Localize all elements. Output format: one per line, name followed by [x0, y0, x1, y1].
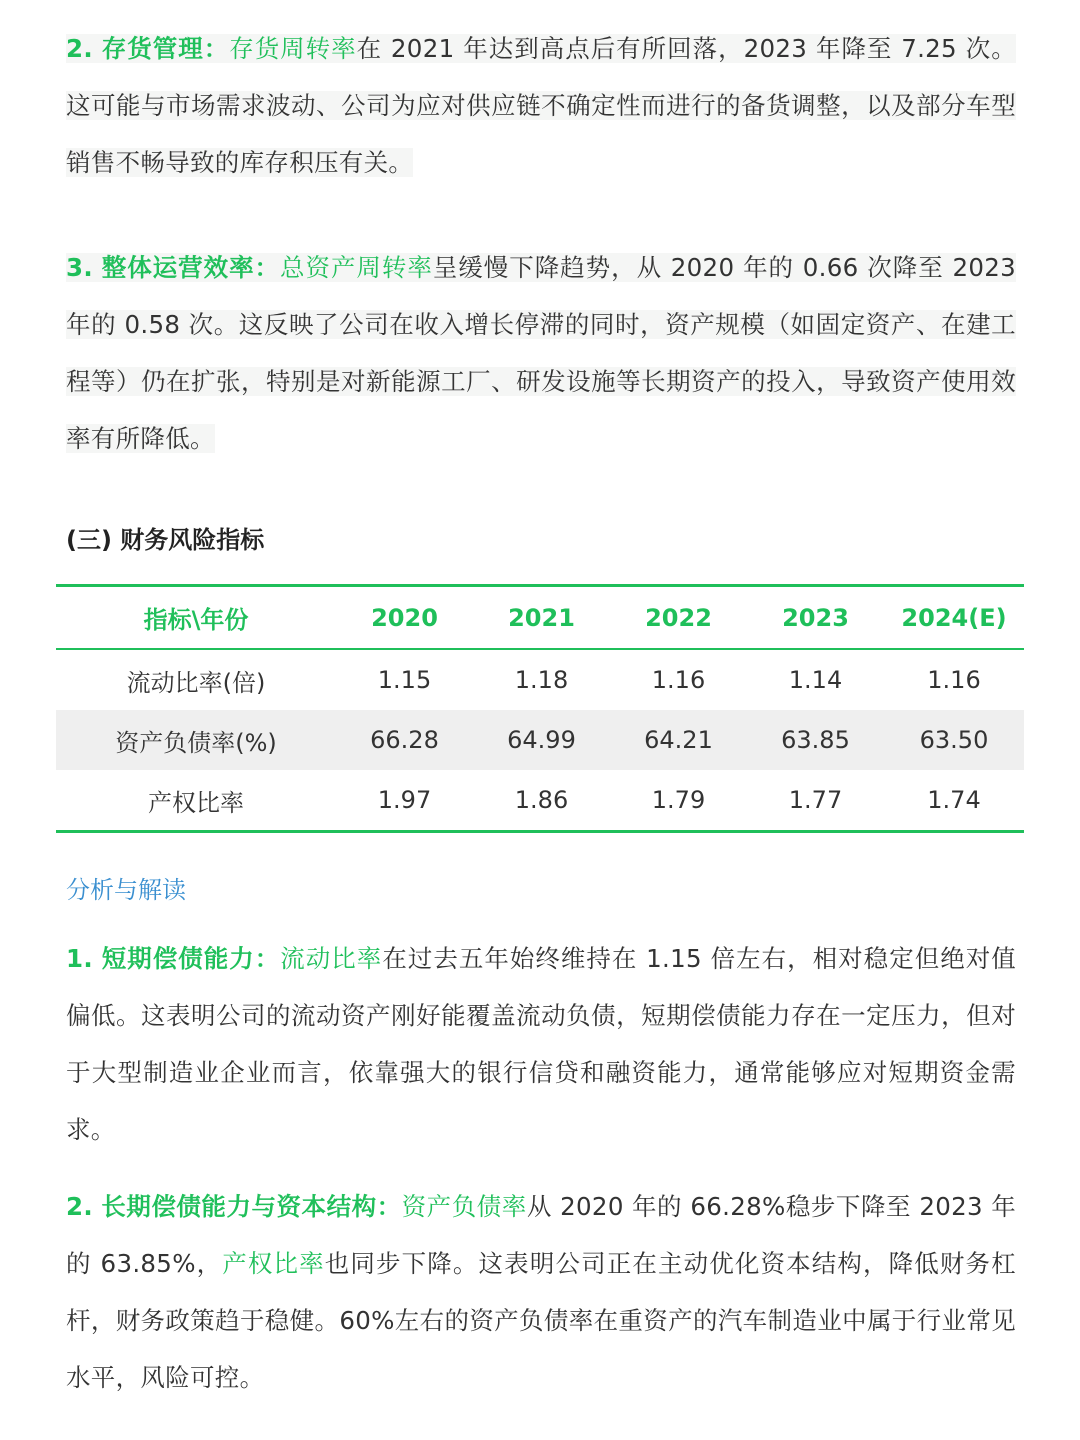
column-header: 2020	[336, 586, 473, 650]
item-number: 1.	[66, 944, 93, 973]
table-cell: 1.97	[336, 770, 473, 832]
metric-name: 流动比率	[280, 944, 383, 973]
table-cell: 1.79	[610, 770, 747, 832]
column-header: 指标\年份	[56, 586, 336, 650]
column-header: 2023	[747, 586, 884, 650]
table-row	[56, 710, 1024, 770]
item-label: 短期偿债能力：	[101, 944, 281, 973]
row-label: 流动比率(倍)	[126, 668, 266, 697]
paragraph-text: 从 2020 年的 66.28%稳步下降至 2023 年的 63.85%，	[66, 1192, 1016, 1278]
table-header-row	[56, 586, 1024, 650]
metric-name-secondary: 产权比率	[222, 1249, 325, 1278]
table-row	[56, 770, 1024, 832]
table-row	[56, 649, 1024, 710]
paragraph-text: 也同步下降。这表明公司正在主动优化资本结构，降低财务杠杆，财务政策趋于稳健。60%左右的资产负债率在重资产的汽车制造业中属于行业常见水平，风险可控。	[66, 1249, 1016, 1392]
paragraph-long-term-solvency	[66, 1178, 1016, 1406]
table-cell: 1.14	[788, 666, 843, 694]
table-cell: 1.77	[747, 770, 884, 832]
metric-name: 总资产周转率	[280, 253, 433, 282]
paragraph-text: 在 2021 年达到高点后有所回落，2023 年降至 7.25 次。这可能与市场需求波动、公司为应对供应链不确定性而进行的备货调整，以及部分车型销售不畅导致的库存积压有关。	[66, 34, 1017, 177]
paragraph-short-term-solvency	[66, 930, 1016, 1158]
section-title: (三) 财务风险指标	[66, 526, 265, 554]
table-cell: 63.85	[747, 710, 884, 770]
financial-risk-table	[56, 584, 1024, 833]
paragraph-text: 呈缓慢下降趋势，从 2020 年的 0.66 次降至 2023 年的 0.58 次。这反映了公司在收入增长停滞的同时，资产规模（如固定资产、在建工程等）仍在扩张，特别是对新能源工厂、研发设施等长期资产的投入，导致资产使用效率有所降低。	[66, 253, 1016, 453]
table-cell: 1.15	[377, 666, 432, 694]
item-label: 存货管理：	[101, 34, 230, 63]
item-number: 2.	[66, 1192, 93, 1221]
table-cell: 64.21	[610, 710, 747, 770]
table-cell: 64.99	[473, 710, 610, 770]
row-label: 产权比率	[56, 770, 336, 832]
paragraph-text: 在过去五年始终维持在 1.15 倍左右，相对稳定但绝对值偏低。这表明公司的流动资产刚好能覆盖流动负债，短期偿债能力存在一定压力，但对于大型制造业企业而言，依靠强大的银行信贷和融资能力，通常能够应对短期资金需求。	[66, 944, 1016, 1144]
item-label: 整体运营效率：	[101, 253, 281, 282]
table-cell: 66.28	[336, 710, 473, 770]
column-header: 2024(E)	[884, 586, 1024, 650]
table-cell: 1.74	[884, 770, 1024, 832]
row-label: 资产负债率(%)	[56, 710, 336, 770]
column-header: 2021	[473, 586, 610, 650]
table-cell: 1.16	[651, 666, 706, 694]
table-cell: 1.16	[927, 666, 981, 694]
table-cell: 1.18	[514, 666, 569, 694]
metric-name: 资产负债率	[401, 1192, 527, 1221]
table-cell: 1.86	[473, 770, 610, 832]
metric-name: 存货周转率	[229, 34, 357, 63]
paragraph-operating-efficiency	[66, 239, 1016, 467]
item-number: 3.	[66, 253, 93, 282]
item-label: 长期偿债能力与资本结构：	[101, 1192, 402, 1221]
analysis-title: 分析与解读	[66, 876, 186, 904]
item-number: 2.	[66, 34, 93, 63]
column-header: 2022	[610, 586, 747, 650]
table-cell: 63.50	[884, 710, 1024, 770]
paragraph-inventory-management	[66, 20, 1016, 191]
